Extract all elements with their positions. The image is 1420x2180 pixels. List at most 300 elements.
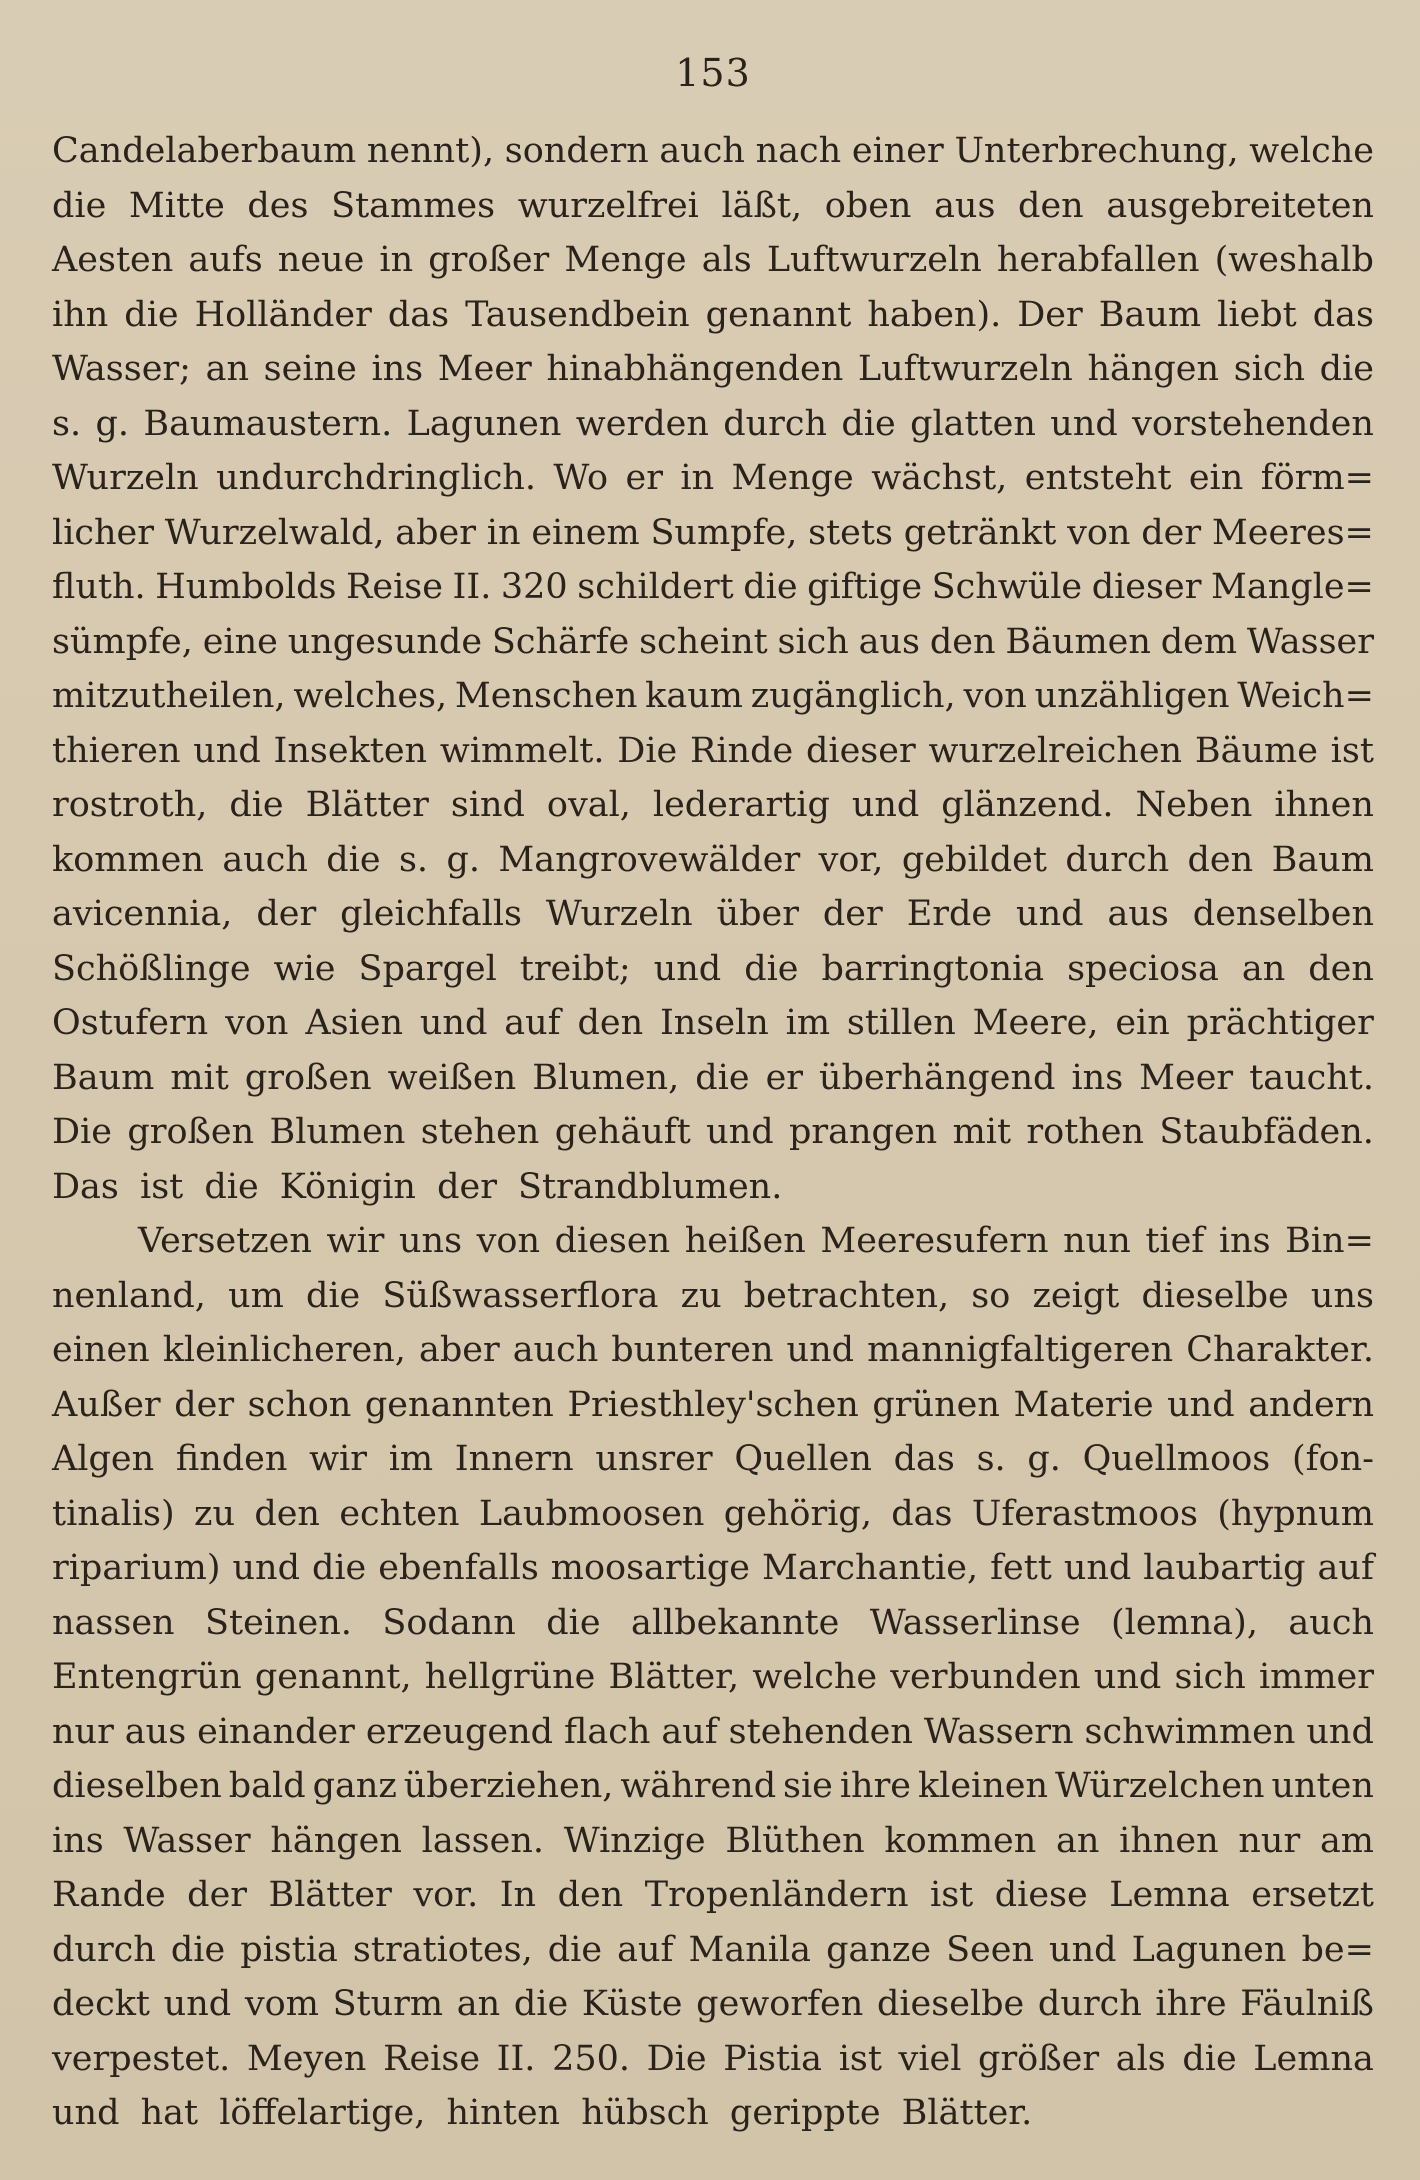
- word: überhängend: [819, 1057, 1056, 1098]
- word: Wurzeln: [545, 894, 693, 934]
- word: der: [174, 1384, 235, 1425]
- word: Meer: [437, 349, 532, 389]
- word: Lemna: [1253, 2038, 1374, 2079]
- word: bald: [228, 1766, 306, 1806]
- word: als: [1115, 2038, 1166, 2079]
- word: Baum: [1271, 839, 1374, 880]
- word: tief: [1145, 1221, 1205, 1261]
- word: nassen: [52, 1602, 175, 1643]
- word: aber: [418, 1330, 500, 1370]
- word: das: [387, 294, 450, 335]
- word: Wasser;: [52, 349, 191, 389]
- word: ein: [1188, 458, 1244, 498]
- word: dem: [1160, 621, 1238, 662]
- word: 250.: [552, 2038, 630, 2079]
- word: laubartig: [1143, 1548, 1306, 1588]
- word: am: [1319, 1820, 1374, 1861]
- word: unsrer: [595, 1439, 713, 1479]
- word: ersetzt: [1251, 1875, 1374, 1915]
- word: Rinde: [690, 730, 794, 771]
- word: nennt),: [366, 131, 495, 171]
- word: herabfallen: [996, 240, 1200, 280]
- word: stehenden: [728, 1711, 913, 1752]
- word: wimmelt.: [439, 730, 605, 771]
- word: Schwüle: [931, 567, 1083, 607]
- word: mitzutheilen,: [52, 676, 286, 716]
- word: und: [193, 730, 261, 771]
- text-line: Das ist die Königin der Strandblumen.: [52, 1166, 783, 1207]
- word: Algen: [52, 1439, 155, 1479]
- word: Quellen: [734, 1439, 872, 1479]
- word: (fon-: [1291, 1439, 1374, 1479]
- word: wir: [309, 1439, 367, 1479]
- word: g.: [1027, 1439, 1061, 1479]
- word: hellgrüne: [424, 1657, 596, 1697]
- word: gebildet: [901, 839, 1047, 880]
- text-line: [52, 1923, 1374, 1978]
- word: auf: [1317, 1548, 1374, 1588]
- text-line: [52, 996, 1374, 1051]
- word: Blätter: [305, 785, 429, 825]
- word: Manila: [688, 1929, 812, 1970]
- word: im: [388, 1439, 434, 1479]
- word: ausgebreiteten: [1106, 185, 1374, 226]
- word: die: [305, 1275, 361, 1316]
- word: wächst,: [871, 458, 1008, 498]
- word: kaum: [645, 676, 743, 716]
- word: dieser: [1091, 567, 1202, 607]
- word: welche: [1249, 131, 1374, 171]
- word: Materie: [1013, 1384, 1154, 1425]
- word: Sumpfe,: [650, 512, 798, 553]
- word: Lemna: [1109, 1875, 1230, 1915]
- word: an: [1056, 1820, 1100, 1861]
- word: oval,: [546, 785, 631, 825]
- text-line: [52, 1977, 1374, 2032]
- word: mannigfaltigeren: [867, 1330, 1174, 1370]
- word: förm=: [1260, 458, 1374, 498]
- word: einer: [851, 131, 944, 171]
- word: nur: [1238, 1820, 1301, 1861]
- word: kommen: [52, 839, 204, 880]
- word: genannt,: [254, 1657, 412, 1697]
- word: zu: [194, 1493, 235, 1534]
- word: das: [1312, 294, 1374, 335]
- word: die: [1319, 349, 1374, 389]
- word: Menschen: [454, 676, 638, 716]
- text-line: [52, 1814, 1374, 1869]
- word: Die: [617, 730, 678, 771]
- word: fett: [990, 1548, 1052, 1588]
- text-line: [52, 1323, 1374, 1378]
- text-line: [52, 1705, 1374, 1760]
- word: Meyen: [246, 2038, 367, 2079]
- word: Reise: [383, 2038, 481, 2079]
- word: sich: [1233, 349, 1306, 389]
- word: andern: [1248, 1384, 1374, 1425]
- word: (weshalb: [1214, 240, 1374, 280]
- word: von: [1067, 512, 1131, 553]
- word: s.: [52, 403, 82, 444]
- text-line: [52, 2032, 1374, 2087]
- word: ins: [371, 349, 424, 389]
- word: und: [1050, 403, 1118, 444]
- word: und: [232, 1548, 300, 1588]
- word: diese: [994, 1875, 1088, 1915]
- word: nach: [755, 131, 842, 171]
- word: verpestet.: [52, 2038, 231, 2079]
- word: dieselbe: [1141, 1275, 1289, 1316]
- word: und: [1016, 894, 1084, 934]
- word: Spargel: [358, 948, 497, 989]
- text-line: [52, 833, 1374, 888]
- word: genannt: [705, 294, 852, 335]
- word: stillen: [846, 1003, 956, 1043]
- word: ihre: [1155, 1984, 1227, 2024]
- word: Wurzelwald,: [164, 512, 385, 553]
- word: hängen: [1087, 349, 1220, 389]
- word: großen: [127, 1112, 255, 1152]
- text-line: [52, 1759, 1374, 1814]
- text-line: [52, 669, 1374, 724]
- word: Der: [1017, 294, 1083, 335]
- page-number: 153: [675, 51, 751, 95]
- word: bunteren: [611, 1330, 774, 1370]
- word: neue: [277, 240, 365, 280]
- word: Bin=: [1285, 1221, 1374, 1261]
- word: Mitte: [128, 185, 225, 226]
- word: Charakter.: [1186, 1330, 1374, 1370]
- word: gehäuft: [554, 1112, 691, 1152]
- word: kleinen: [917, 1766, 1049, 1806]
- word: zeigt: [1032, 1275, 1120, 1316]
- word: durch: [52, 1929, 156, 1970]
- word: von: [963, 676, 1027, 716]
- word: dieser: [806, 730, 916, 771]
- word: während: [620, 1766, 777, 1806]
- word: Innern: [454, 1439, 574, 1479]
- word: Meeres=: [1211, 512, 1374, 553]
- word: durch: [723, 403, 828, 444]
- word: Küste: [581, 1984, 683, 2024]
- word: stets: [808, 512, 893, 553]
- word: und: [1063, 1548, 1132, 1588]
- word: in: [680, 458, 715, 498]
- word: auch: [659, 131, 745, 171]
- text-line: [52, 179, 1374, 234]
- word: den: [929, 621, 996, 662]
- word: Tausendbein: [465, 294, 690, 335]
- word: genannten: [364, 1384, 554, 1425]
- word: flach: [564, 1711, 651, 1752]
- word: und: [786, 1330, 855, 1370]
- word: und: [163, 1984, 232, 2024]
- word: sich: [1174, 1657, 1246, 1697]
- word: erzeugend: [365, 1711, 554, 1752]
- word: an: [1241, 948, 1286, 989]
- word: 320: [500, 567, 568, 607]
- text-line: [52, 1868, 1374, 1923]
- word: mit: [170, 1057, 229, 1098]
- word: und: [1049, 1929, 1117, 1970]
- word: Meere,: [972, 1003, 1099, 1043]
- word: sich: [777, 621, 849, 662]
- word: auch: [512, 1330, 599, 1370]
- word: scheint: [639, 621, 768, 662]
- text-line: [52, 1487, 1374, 1542]
- word: die: [124, 294, 179, 335]
- text-line: [52, 778, 1374, 833]
- word: Außer: [52, 1384, 161, 1425]
- word: riparium): [52, 1548, 221, 1588]
- word: Asien: [305, 1003, 403, 1043]
- word: der: [822, 894, 883, 934]
- word: ins: [1218, 1221, 1271, 1261]
- word: die: [311, 1548, 367, 1588]
- word: viel: [898, 2038, 962, 2079]
- word: wurzelreichen: [928, 730, 1183, 771]
- word: II.: [452, 567, 492, 607]
- word: überziehen,: [403, 1766, 614, 1806]
- word: Blumen: [269, 1112, 406, 1152]
- word: ganz: [312, 1766, 397, 1806]
- word: Weich=: [1237, 676, 1374, 716]
- word: die: [841, 403, 896, 444]
- word: durch: [1037, 1984, 1142, 2024]
- word: heißen: [684, 1221, 806, 1261]
- word: Lagunen: [406, 403, 562, 444]
- word: die: [547, 1929, 603, 1970]
- word: oben: [824, 185, 912, 226]
- word: Entengrün: [52, 1657, 242, 1697]
- word: Luftwurzeln: [766, 240, 982, 280]
- word: im: [785, 1003, 831, 1043]
- word: er: [625, 458, 663, 498]
- word: gehörig,: [723, 1493, 872, 1534]
- word: einander: [197, 1711, 355, 1752]
- word: aus: [858, 621, 921, 662]
- word: ins: [1071, 1057, 1124, 1098]
- word: an: [205, 349, 250, 389]
- word: Sodann: [382, 1602, 516, 1643]
- word: ins: [52, 1820, 104, 1861]
- text-line: [52, 1051, 1374, 1106]
- word: sondern: [504, 131, 649, 171]
- word: die: [743, 567, 798, 607]
- word: durch: [1065, 839, 1170, 880]
- word: welches,: [293, 676, 448, 716]
- word: stehen: [420, 1112, 540, 1152]
- word: und: [1167, 1384, 1235, 1425]
- word: Sturm: [332, 1984, 444, 2024]
- word: Blumen,: [532, 1057, 680, 1098]
- word: Wasser: [1246, 621, 1374, 662]
- word: Menge: [731, 458, 854, 498]
- word: allbekannte: [631, 1602, 840, 1643]
- word: Marchantie,: [762, 1548, 979, 1588]
- word: Humbolds: [155, 567, 337, 607]
- word: wurzelfrei: [517, 185, 699, 226]
- word: die: [546, 1602, 601, 1643]
- word: be=: [1301, 1929, 1374, 1970]
- word: Inseln: [659, 1003, 769, 1043]
- word: Blätter,: [608, 1657, 740, 1697]
- word: läßt,: [721, 185, 803, 226]
- text-line: [52, 1378, 1374, 1433]
- text-line: [52, 288, 1374, 343]
- word: den: [557, 1875, 624, 1915]
- word: über: [716, 894, 799, 934]
- word: Pistia: [723, 2038, 823, 2079]
- word: ist: [930, 1875, 974, 1915]
- word: In: [499, 1875, 537, 1915]
- text-line: [52, 1596, 1374, 1651]
- word: seine: [263, 349, 357, 389]
- word: Wurzeln: [52, 458, 199, 498]
- word: Erde: [906, 894, 993, 934]
- word: prächtiger: [1186, 1003, 1374, 1043]
- word: schildert: [577, 567, 734, 607]
- word: Tropenländern: [644, 1875, 909, 1915]
- word: rothen: [1026, 1112, 1145, 1152]
- word: g.: [446, 839, 480, 880]
- word: Blätter: [268, 1875, 392, 1915]
- word: lassen.: [421, 1820, 545, 1861]
- word: Meer: [1139, 1057, 1234, 1098]
- word: auf: [617, 1929, 674, 1970]
- word: schon: [247, 1384, 352, 1425]
- word: Seen: [946, 1929, 1035, 1970]
- word: Aesten: [52, 240, 174, 280]
- word: Holländer: [194, 294, 372, 335]
- text-line: [52, 1214, 1374, 1269]
- word: giftige: [807, 567, 923, 607]
- word: glatten: [910, 403, 1036, 444]
- word: Baum: [1098, 294, 1202, 335]
- word: Quellmoos: [1082, 1439, 1271, 1479]
- word: wir: [326, 1221, 385, 1261]
- word: vorstehenden: [1132, 403, 1374, 444]
- word: Würzelchen: [1054, 1766, 1265, 1806]
- word: ihnen: [1119, 1820, 1219, 1861]
- word: vor.: [413, 1875, 479, 1915]
- word: Priesthley'schen: [567, 1384, 859, 1425]
- word: s.: [398, 839, 429, 880]
- word: Insekten: [273, 730, 428, 771]
- word: Baum: [52, 1057, 155, 1098]
- word: die: [513, 1984, 569, 2024]
- word: ihre: [839, 1766, 912, 1806]
- word: auf: [661, 1711, 718, 1752]
- word: als: [701, 240, 752, 280]
- word: Wasser: [123, 1820, 251, 1861]
- word: Ostufern: [52, 1003, 209, 1043]
- word: aber: [395, 512, 476, 553]
- word: Die: [52, 1112, 112, 1152]
- word: Laubmoosen: [478, 1493, 705, 1534]
- word: licher: [52, 512, 154, 553]
- word: unten: [1271, 1766, 1374, 1806]
- text-line: [52, 1650, 1374, 1705]
- word: verbunden: [890, 1657, 1081, 1697]
- word: barringtonia: [821, 948, 1045, 989]
- word: glänzend.: [941, 785, 1114, 825]
- word: der: [187, 1875, 248, 1915]
- word: hängen: [270, 1820, 402, 1861]
- word: mit: [952, 1112, 1012, 1152]
- word: Meeresufern: [820, 1221, 1049, 1261]
- word: ebenfalls: [378, 1548, 539, 1588]
- word: Wo: [553, 458, 609, 498]
- word: den: [1187, 839, 1254, 880]
- word: auf: [504, 1003, 561, 1043]
- word: echten: [339, 1493, 460, 1534]
- word: Luftwurzeln: [857, 349, 1073, 389]
- word: liebt: [1217, 294, 1297, 335]
- word: aus: [1107, 894, 1169, 934]
- word: g.: [95, 403, 129, 444]
- word: kommen: [884, 1820, 1037, 1861]
- word: die: [229, 785, 284, 825]
- text-line: [52, 397, 1374, 452]
- word: den: [577, 1003, 644, 1043]
- word: ihn: [52, 294, 109, 335]
- word: dieselbe: [876, 1984, 1025, 2024]
- word: undurchdringlich.: [216, 458, 536, 498]
- text-line: und hat löffelartige, hinten hübsch gerippte Blätter.: [52, 2093, 1033, 2133]
- word: ist: [1330, 730, 1374, 771]
- text-line: [52, 942, 1374, 997]
- word: Mangle=: [1210, 567, 1374, 607]
- word: aus: [124, 1711, 187, 1752]
- word: immer: [1258, 1657, 1374, 1697]
- word: pistia: [240, 1929, 338, 1970]
- word: den: [1308, 948, 1374, 989]
- text-line: [52, 615, 1374, 670]
- word: von: [225, 1003, 289, 1043]
- word: (hypnum: [1217, 1493, 1374, 1534]
- word: geworfen: [696, 1984, 864, 2024]
- word: Blüthen: [725, 1820, 865, 1861]
- word: einem: [531, 512, 640, 553]
- word: ganze: [826, 1929, 932, 1970]
- word: uns: [1310, 1275, 1374, 1316]
- word: nur: [52, 1711, 114, 1752]
- text-line: [52, 233, 1374, 288]
- word: Die: [646, 2038, 707, 2079]
- word: ihnen: [1274, 785, 1374, 825]
- word: und: [419, 1003, 488, 1043]
- word: Unterbrechung,: [954, 131, 1239, 171]
- word: finden: [175, 1439, 288, 1479]
- word: und: [1093, 1657, 1162, 1697]
- word: zu: [680, 1275, 722, 1316]
- word: rostroth,: [52, 785, 208, 825]
- text-line: [52, 560, 1374, 615]
- word: Stammes: [331, 185, 496, 226]
- word: nun: [1063, 1221, 1131, 1261]
- word: den: [254, 1493, 320, 1534]
- body-text: [52, 124, 1374, 2141]
- word: der: [1141, 512, 1202, 553]
- word: er: [765, 1057, 804, 1098]
- word: Staubfäden.: [1159, 1112, 1374, 1152]
- word: lederartig: [652, 785, 830, 825]
- word: sie: [783, 1766, 833, 1806]
- word: an: [456, 1984, 501, 2024]
- text-line: [52, 1541, 1374, 1596]
- word: der: [256, 894, 317, 934]
